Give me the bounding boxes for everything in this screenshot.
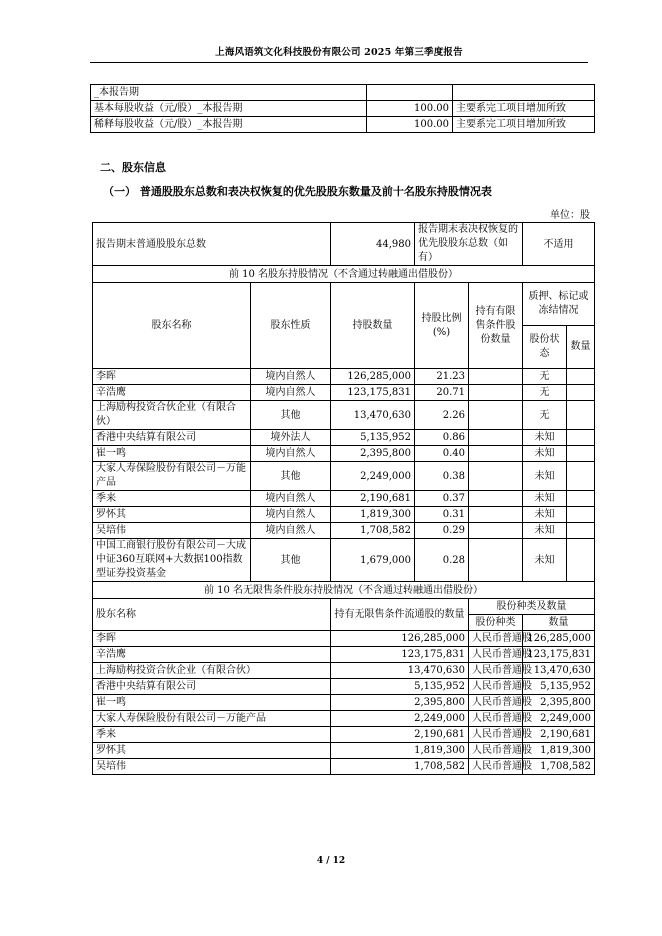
holder-shares: 13,470,630: [331, 401, 415, 430]
holder-pledge-status: 无: [523, 401, 567, 430]
table-row: [93, 647, 595, 663]
holder-shares: 5,135,952: [331, 430, 415, 446]
unrestricted-count: 1,708,582: [523, 759, 595, 775]
unrestricted-header-row: [93, 599, 595, 615]
unrestricted-shares: 123,175,831: [331, 647, 469, 663]
holder-ratio: 0.37: [415, 491, 469, 507]
holder-name: 大家人寿保险股份有限公司－万能产品: [93, 462, 251, 491]
holder-name: 中国工商银行股份有限公司－大成中证360互联网+大数据100指数型证券投资基金: [93, 539, 251, 582]
unrestricted-name: 崔一鸣: [93, 695, 331, 711]
holder-ratio: 0.29: [415, 523, 469, 539]
holder-pledge-count: [567, 491, 595, 507]
table-row: [93, 385, 595, 401]
holder-pledge-count: [567, 369, 595, 385]
unrestricted-name: 吴培伟: [93, 759, 331, 775]
unrestricted-count: 126,285,000: [523, 631, 595, 647]
unrestricted-count: 123,175,831: [523, 647, 595, 663]
holder-ratio: 0.40: [415, 446, 469, 462]
holder-shares: 2,190,681: [331, 491, 415, 507]
holder-name: 吴培伟: [93, 523, 251, 539]
page-header: 上海风语筑文化科技股份有限公司 2025 年第三季度报告: [215, 47, 463, 58]
col-header-shares: 持股数量: [331, 283, 415, 369]
unrestricted-type: 人民币普通股: [469, 727, 523, 743]
col-header-pledge-status: 股份状态: [523, 326, 567, 369]
col-header-pledge-count: 数量: [567, 326, 595, 369]
holder-shares: 2,395,800: [331, 446, 415, 462]
table-row: [91, 101, 595, 117]
unrestricted-type: 人民币普通股: [469, 647, 523, 663]
table-row: [93, 663, 595, 679]
table-row: [93, 539, 595, 582]
holder-pledge-count: [567, 430, 595, 446]
unrestricted-type: 人民币普通股: [469, 743, 523, 759]
holder-ratio: 21.23: [415, 369, 469, 385]
table-row: [93, 743, 595, 759]
eps-value: 100.00: [367, 101, 453, 117]
holder-pledge-count: [567, 539, 595, 582]
table-row: [93, 695, 595, 711]
holder-nature: 境内自然人: [251, 385, 331, 401]
unrestricted-name: 辛浩鹰: [93, 647, 331, 663]
holder-pledge-status: 未知: [523, 462, 567, 491]
holder-nature: 其他: [251, 401, 331, 430]
unrestricted-type: 人民币普通股: [469, 631, 523, 647]
holder-pledge-status: 无: [523, 369, 567, 385]
holder-ratio: 0.28: [415, 539, 469, 582]
unrestricted-name: 罗怀其: [93, 743, 331, 759]
top10-header-row: [93, 283, 595, 326]
table-row: [93, 523, 595, 539]
unrestricted-shares: 2,395,800: [331, 695, 469, 711]
unrestricted-count: 2,190,681: [523, 727, 595, 743]
table-row: [93, 462, 595, 491]
table-row: [93, 711, 595, 727]
table-row: [93, 727, 595, 743]
holder-name: 辛浩鹰: [93, 385, 251, 401]
holder-pledge-status: 未知: [523, 430, 567, 446]
unrestricted-type: 人民币普通股: [469, 711, 523, 727]
unrestricted-name: 季来: [93, 727, 331, 743]
unrestricted-shares: 2,249,000: [331, 711, 469, 727]
unrestricted-count: 2,395,800: [523, 695, 595, 711]
holder-pledge-count: [567, 507, 595, 523]
table-row: [91, 85, 595, 101]
holder-pledge-status: 无: [523, 385, 567, 401]
unrestricted-name: 李晖: [93, 631, 331, 647]
holder-restricted: [469, 539, 523, 582]
eps-label: 稀释每股收益（元/股）_本报告期: [91, 117, 367, 133]
holder-restricted: [469, 401, 523, 430]
table-row: [93, 507, 595, 523]
holder-pledge-count: [567, 385, 595, 401]
holder-restricted: [469, 430, 523, 446]
shareholders-table: [92, 222, 595, 775]
unrestricted-caption: 前 10 名无限售条件股东持股情况（不含通过转融通出借股份）: [93, 582, 595, 599]
preferred-holders-label: 报告期末表决权恢复的优先股股东总数（如有）: [415, 223, 523, 266]
subsection-title: （一） 普通股股东总数和表决权恢复的优先股股东数量及前十名股东持股情况表: [103, 185, 492, 198]
page-number: 4 / 12: [316, 856, 346, 866]
holder-nature: 其他: [251, 539, 331, 582]
holder-nature: 其他: [251, 462, 331, 491]
holder-restricted: [469, 446, 523, 462]
table-row: [91, 117, 595, 133]
holder-name: 季来: [93, 491, 251, 507]
table-row: [93, 759, 595, 775]
holder-nature: 境内自然人: [251, 369, 331, 385]
holder-shares: 123,175,831: [331, 385, 415, 401]
holder-ratio: 2.26: [415, 401, 469, 430]
unrestricted-type: 人民币普通股: [469, 663, 523, 679]
holder-nature: 境内自然人: [251, 507, 331, 523]
holder-name: 上海励构投资合伙企业（有限合伙）: [93, 401, 251, 430]
total-holders-label: 报告期末普通股股东总数: [93, 223, 331, 266]
unrestricted-count: 2,249,000: [523, 711, 595, 727]
unrestricted-shares: 1,708,582: [331, 759, 469, 775]
holder-nature: 境内自然人: [251, 491, 331, 507]
unrestricted-name: 上海励构投资合伙企业（有限合伙）: [93, 663, 331, 679]
eps-table: [90, 84, 595, 133]
holder-pledge-status: 未知: [523, 523, 567, 539]
unrestricted-shares: 5,135,952: [331, 679, 469, 695]
holder-restricted: [469, 523, 523, 539]
holder-pledge-count: [567, 523, 595, 539]
holder-pledge-count: [567, 401, 595, 430]
header-rule: [90, 62, 588, 63]
col-header-restricted: 持有有限售条件股份数量: [469, 283, 523, 369]
unrestricted-count: 13,470,630: [523, 663, 595, 679]
table-row: [93, 401, 595, 430]
holder-pledge-status: 未知: [523, 539, 567, 582]
holder-name: 李晖: [93, 369, 251, 385]
eps-value: 100.00: [367, 117, 453, 133]
eps-note: 主要系完工项目增加所致: [453, 101, 595, 117]
col-header-ratio: 持股比例(%): [415, 283, 469, 369]
holder-ratio: 0.31: [415, 507, 469, 523]
eps-value: [367, 85, 453, 101]
holder-nature: 境内自然人: [251, 523, 331, 539]
holder-nature: 境外法人: [251, 430, 331, 446]
unrestricted-header-name: 股东名称: [93, 599, 331, 631]
holder-ratio: 20.71: [415, 385, 469, 401]
unrestricted-name: 大家人寿保险股份有限公司－万能产品: [93, 711, 331, 727]
holder-restricted: [469, 385, 523, 401]
unrestricted-shares: 13,470,630: [331, 663, 469, 679]
holder-name: 香港中央结算有限公司: [93, 430, 251, 446]
col-header-pledge: 质押、标记或冻结情况: [523, 283, 595, 326]
unrestricted-name: 香港中央结算有限公司: [93, 679, 331, 695]
holder-pledge-count: [567, 446, 595, 462]
table-row: [93, 679, 595, 695]
unrestricted-count: 1,819,300: [523, 743, 595, 759]
unrestricted-shares: 1,819,300: [331, 743, 469, 759]
unrestricted-type: 人民币普通股: [469, 759, 523, 775]
unrestricted-count: 5,135,952: [523, 679, 595, 695]
holder-shares: 1,679,000: [331, 539, 415, 582]
unrestricted-caption-row: [93, 582, 595, 599]
table-row: [93, 430, 595, 446]
holder-nature: 境内自然人: [251, 446, 331, 462]
holder-restricted: [469, 369, 523, 385]
holder-pledge-status: 未知: [523, 491, 567, 507]
table-row: [93, 446, 595, 462]
preferred-holders-value: 不适用: [523, 223, 595, 266]
table-row: [93, 369, 595, 385]
eps-note: [453, 85, 595, 101]
total-holders-value: 44,980: [331, 223, 415, 266]
summary-row: [93, 223, 595, 266]
holder-pledge-status: 未知: [523, 446, 567, 462]
holder-shares: 126,285,000: [331, 369, 415, 385]
top10-caption-row: [93, 266, 595, 283]
unrestricted-header-shares: 持有无限售条件流通股的数量: [331, 599, 469, 631]
holder-pledge-count: [567, 462, 595, 491]
unit-note: 单位：股: [550, 210, 590, 221]
top10-caption: 前 10 名股东持股情况（不含通过转融通出借股份）: [93, 266, 595, 283]
section-title: 二、股东信息: [100, 161, 166, 174]
eps-label: 基本每股收益（元/股）_本报告期: [91, 101, 367, 117]
unrestricted-type: 人民币普通股: [469, 679, 523, 695]
holder-ratio: 0.86: [415, 430, 469, 446]
holder-name: 罗怀其: [93, 507, 251, 523]
holder-name: 崔一鸣: [93, 446, 251, 462]
holder-shares: 1,819,300: [331, 507, 415, 523]
holder-ratio: 0.38: [415, 462, 469, 491]
unrestricted-shares: 126,285,000: [331, 631, 469, 647]
holder-pledge-status: 未知: [523, 507, 567, 523]
unrestricted-header-type-group: 股份种类及数量: [469, 599, 595, 615]
table-row: [93, 491, 595, 507]
holder-restricted: [469, 507, 523, 523]
holder-restricted: [469, 491, 523, 507]
holder-shares: 1,708,582: [331, 523, 415, 539]
unrestricted-type: 人民币普通股: [469, 695, 523, 711]
unrestricted-header-type: 股份种类: [469, 615, 523, 631]
table-row: [93, 631, 595, 647]
unrestricted-header-count: 数量: [523, 615, 595, 631]
holder-restricted: [469, 462, 523, 491]
eps-label: _本报告期: [91, 85, 367, 101]
col-header-name: 股东名称: [93, 283, 251, 369]
col-header-nature: 股东性质: [251, 283, 331, 369]
unrestricted-shares: 2,190,681: [331, 727, 469, 743]
holder-shares: 2,249,000: [331, 462, 415, 491]
eps-note: 主要系完工项目增加所致: [453, 117, 595, 133]
